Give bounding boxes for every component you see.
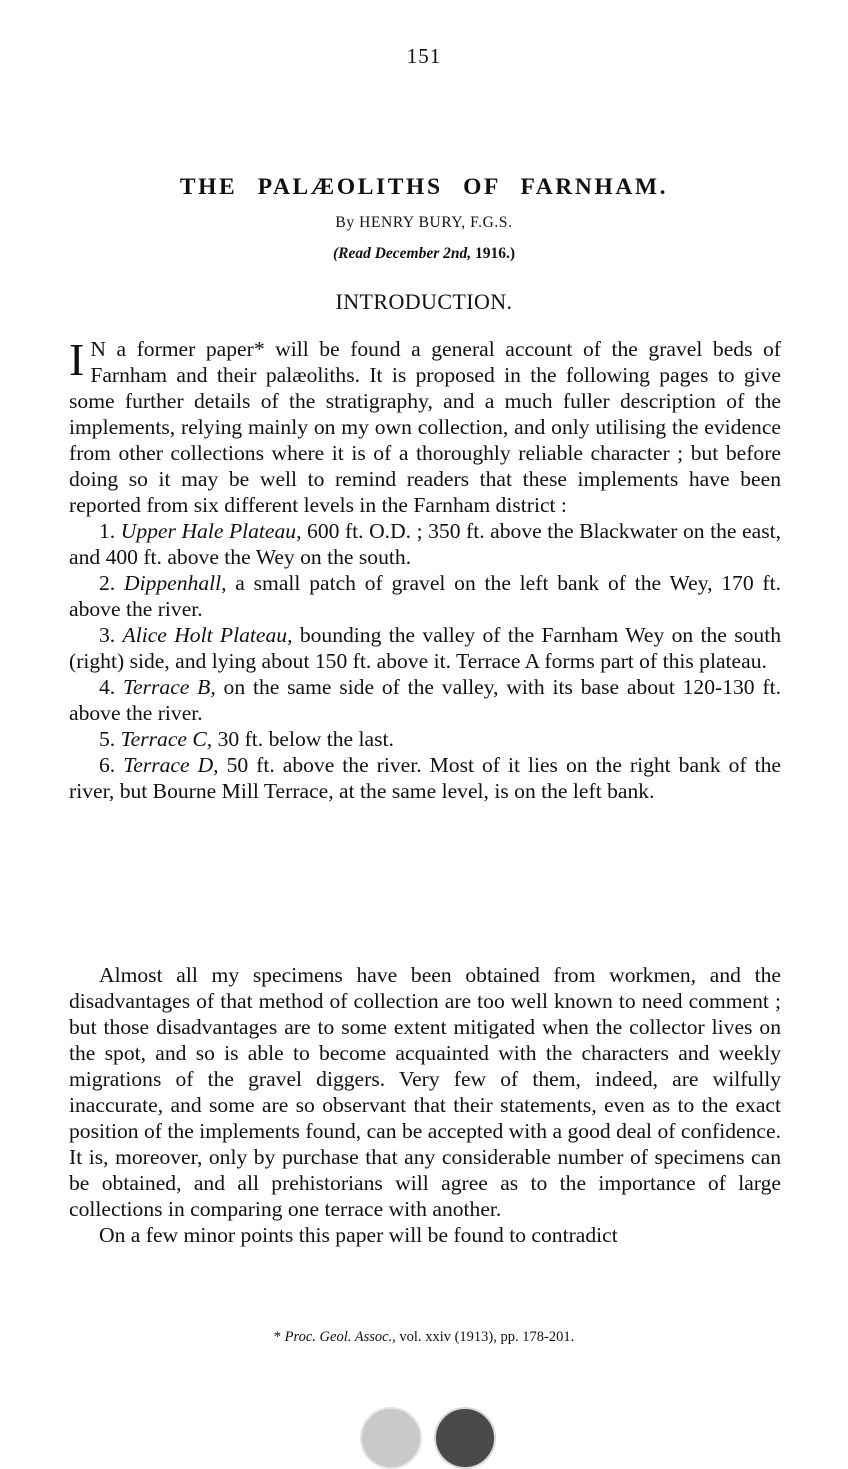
- item-name: Dippenhall,: [123, 571, 227, 595]
- item-text: bounding the valley of the Farnham Wey on the south (right) side, and lying about 150 ft. above it. Terrace A forms part of this plateau.: [69, 623, 781, 673]
- item-text: 50 ft. above the river. Most of it lies on the right bank of the river, but Bourne Mill Terrace, at the same level, is on the left bank.: [69, 753, 781, 803]
- item-number: 6.: [99, 753, 116, 777]
- item-name: Upper Hale Plateau,: [120, 519, 302, 543]
- author-byline: By HENRY BURY, F.G.S.: [335, 214, 513, 231]
- list-item: [69, 518, 781, 570]
- section-heading: INTRODUCTION.: [335, 289, 513, 314]
- list-item: [69, 752, 781, 804]
- footnote-rest: vol. xxiv (1913), pp. 178-201.: [395, 1329, 575, 1345]
- read-date-year: 1916.): [475, 245, 516, 262]
- item-number: 4.: [99, 675, 116, 699]
- footnote: [0, 1329, 848, 1346]
- footnote-marker: *: [273, 1329, 285, 1345]
- read-date: [0, 245, 848, 263]
- page-number: 151: [406, 44, 442, 68]
- item-name: Alice Holt Plateau,: [122, 623, 293, 647]
- paragraph-2: Almost all my specimens have been obtained from workmen, and the disadvantages of that method of collection are too well known to need comment ; but those disadvantages are to some extent mitigated when the collector lives on the spot, and so is able to become acquainted with the characters and weekly migrations of the gravel diggers. Very few of them, indeed, are wilfully inaccurate, and some are so observant that their statements, even as to the exact position of the implements found, can be accepted with a good deal of confidence. It is, moreover, only by purchase that any considerable number of specimens can be obtained, and all prehistorians will agree as to the importance of large collections in comparing one terrace with another.: [69, 963, 781, 1221]
- list-item: [69, 674, 781, 726]
- list-item: [69, 726, 781, 752]
- next-page-button[interactable]: [434, 1407, 496, 1469]
- item-text: on the same side of the valley, with its base about 120-130 ft. above the river.: [69, 675, 781, 725]
- item-text: 30 ft. below the last.: [212, 727, 394, 751]
- list-item: [69, 570, 781, 622]
- introduction-block: [69, 336, 781, 804]
- item-text: a small patch of gravel on the left bank of the Wey, 170 ft. above the river.: [69, 571, 781, 621]
- article-title: THE PALÆOLITHS OF FARNHAM.: [179, 174, 669, 200]
- previous-page-button[interactable]: [360, 1407, 422, 1469]
- item-number: 2.: [99, 571, 116, 595]
- footnote-journal: Proc. Geol. Assoc.,: [284, 1329, 396, 1345]
- item-number: 5.: [99, 727, 116, 751]
- item-name: Terrace B,: [123, 675, 216, 699]
- list-item: [69, 622, 781, 674]
- item-text: 600 ft. O.D. ; 350 ft. above the Blackwater on the east, and 400 ft. above the Wey on the south.: [69, 519, 781, 569]
- item-name: Terrace C,: [120, 727, 213, 751]
- item-name: Terrace D,: [123, 753, 219, 777]
- drop-cap: I: [69, 334, 85, 385]
- intro-paragraph: [69, 336, 781, 518]
- paragraph-3: On a few minor points this paper will be found to contradict: [99, 1223, 618, 1247]
- item-number: 3.: [99, 623, 116, 647]
- read-date-prefix: (Read December 2nd,: [332, 245, 472, 262]
- item-number: 1.: [99, 519, 116, 543]
- levels-list: [69, 518, 781, 804]
- intro-text: N a former paper* will be found a general account of the gravel beds of Farnham and their palæoliths. It is proposed in the following pages to give some further details of the stratigraphy, and a much fuller description of the implements, relying mainly on my own collection, and only utilising the evidence from other collections where it is of a thoroughly reliable character ; but before doing so it may be well to remind readers that these implements have been reported from six different levels in the Farnham district :: [69, 337, 781, 517]
- second-block: [69, 962, 781, 1248]
